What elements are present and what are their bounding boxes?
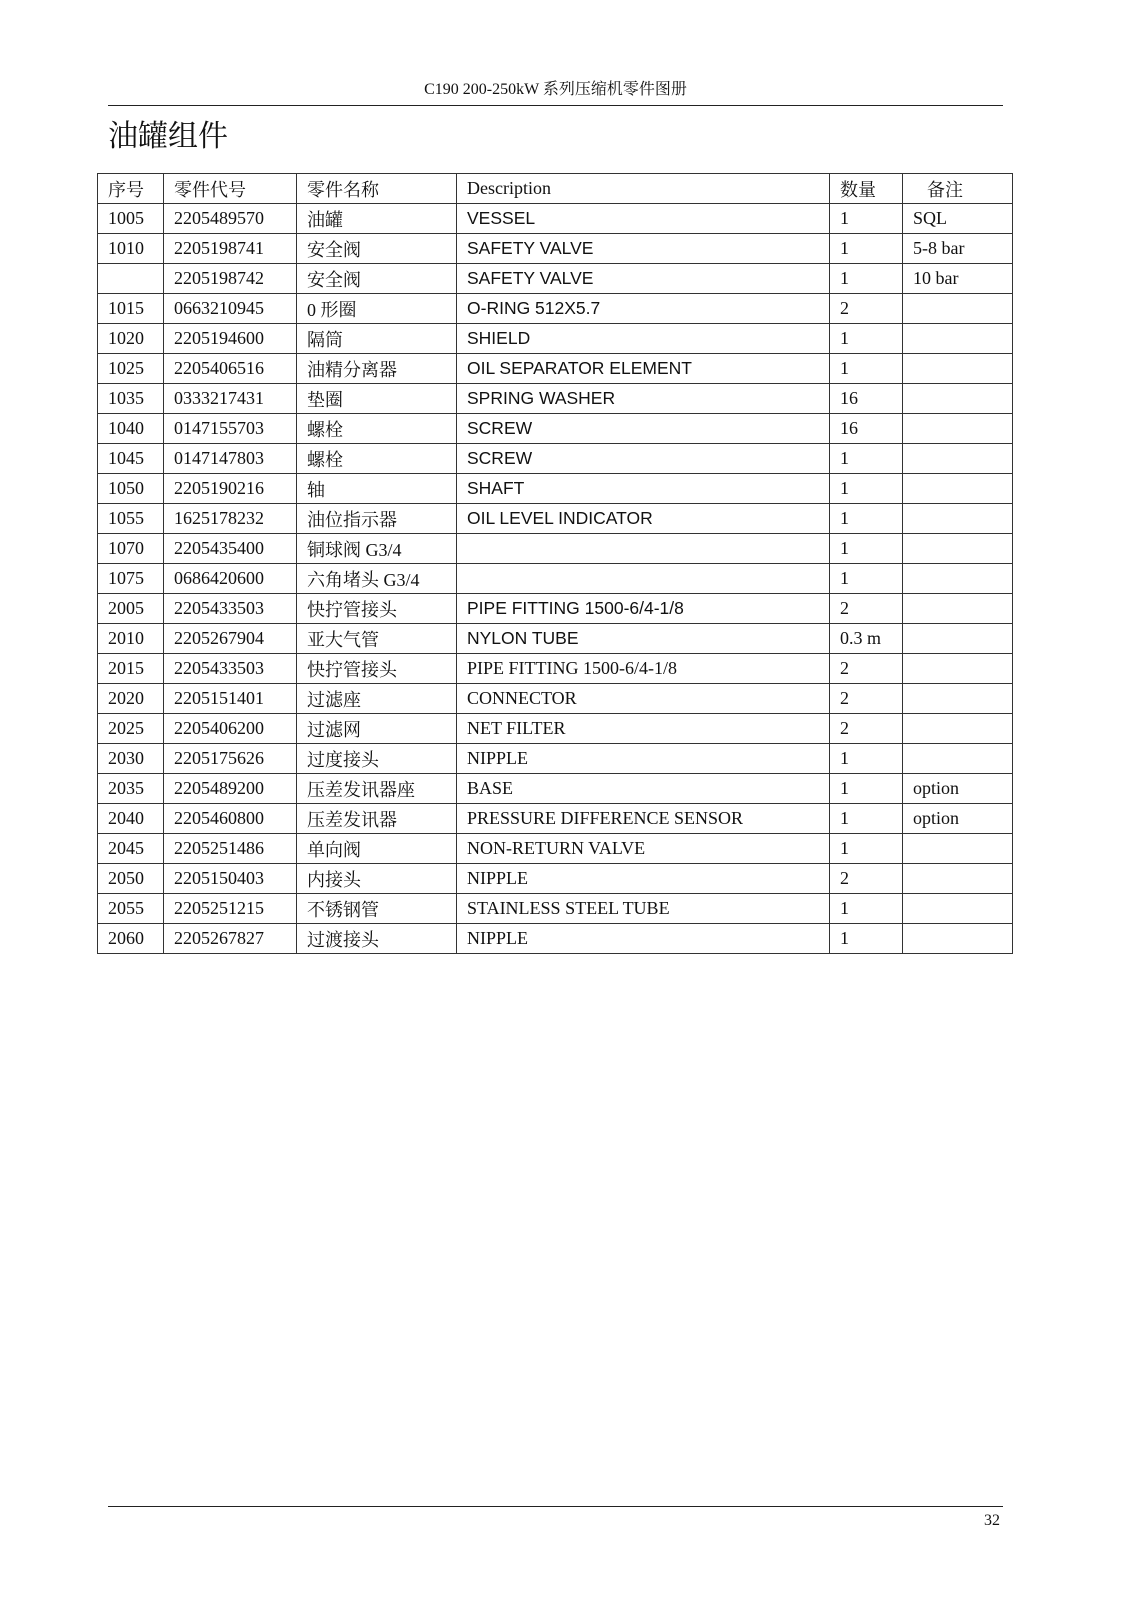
column-header-part-no: 零件代号 [164, 174, 297, 204]
cell-remark [903, 384, 1013, 414]
cell-description: O-RING 512X5.7 [457, 294, 830, 324]
cell-description: SHIELD [457, 324, 830, 354]
cell-seq: 1050 [98, 474, 164, 504]
cell-name: 过滤网 [297, 714, 457, 744]
table-row [98, 294, 1013, 324]
cell-name: 六角堵头 G3/4 [297, 564, 457, 594]
table-row [98, 834, 1013, 864]
cell-remark [903, 864, 1013, 894]
cell-name: 螺栓 [297, 414, 457, 444]
cell-seq: 2025 [98, 714, 164, 744]
cell-remark [903, 924, 1013, 954]
cell-description: PIPE FITTING 1500-6/4-1/8 [457, 654, 830, 684]
cell-part-no: 2205198742 [164, 264, 297, 294]
cell-seq: 2005 [98, 594, 164, 624]
cell-remark [903, 624, 1013, 654]
section-title: 油罐组件 [108, 120, 228, 153]
cell-description: CONNECTOR [457, 684, 830, 714]
cell-description: OIL LEVEL INDICATOR [457, 504, 830, 534]
cell-remark [903, 414, 1013, 444]
cell-qty: 1 [830, 834, 903, 864]
cell-qty: 1 [830, 924, 903, 954]
cell-description [457, 534, 830, 564]
cell-name: 过度接头 [297, 744, 457, 774]
cell-seq: 2015 [98, 654, 164, 684]
table-row [98, 354, 1013, 384]
table-row [98, 444, 1013, 474]
cell-seq: 2060 [98, 924, 164, 954]
cell-qty: 1 [830, 894, 903, 924]
cell-name: 过滤座 [297, 684, 457, 714]
cell-qty: 0.3 m [830, 624, 903, 654]
cell-part-no: 2205406200 [164, 714, 297, 744]
table-row [98, 534, 1013, 564]
cell-name: 快拧管接头 [297, 654, 457, 684]
cell-description: OIL SEPARATOR ELEMENT [457, 354, 830, 384]
cell-description: NIPPLE [457, 864, 830, 894]
cell-part-no: 0686420600 [164, 564, 297, 594]
cell-remark [903, 534, 1013, 564]
column-header-seq: 序号 [98, 174, 164, 204]
cell-name: 过渡接头 [297, 924, 457, 954]
column-header-qty: 数量 [830, 174, 903, 204]
cell-part-no: 2205175626 [164, 744, 297, 774]
table-row [98, 324, 1013, 354]
cell-part-no: 2205190216 [164, 474, 297, 504]
cell-description: SHAFT [457, 474, 830, 504]
cell-part-no: 2205198741 [164, 234, 297, 264]
cell-remark [903, 324, 1013, 354]
cell-seq: 1015 [98, 294, 164, 324]
cell-qty: 2 [830, 864, 903, 894]
cell-qty: 2 [830, 654, 903, 684]
cell-part-no: 2205433503 [164, 594, 297, 624]
cell-qty: 1 [830, 744, 903, 774]
parts-table [97, 173, 1013, 954]
cell-description: STAINLESS STEEL TUBE [457, 894, 830, 924]
cell-seq: 1070 [98, 534, 164, 564]
cell-name: 螺栓 [297, 444, 457, 474]
table-row [98, 894, 1013, 924]
table-row [98, 744, 1013, 774]
cell-seq: 2040 [98, 804, 164, 834]
table-row [98, 654, 1013, 684]
cell-name: 压差发讯器 [297, 804, 457, 834]
table-row [98, 594, 1013, 624]
cell-seq: 1040 [98, 414, 164, 444]
table-row [98, 504, 1013, 534]
cell-remark [903, 594, 1013, 624]
cell-seq: 1045 [98, 444, 164, 474]
cell-qty: 2 [830, 684, 903, 714]
cell-name: 压差发讯器座 [297, 774, 457, 804]
column-header-remark: 备注 [903, 174, 1013, 204]
cell-seq: 2010 [98, 624, 164, 654]
cell-name: 铜球阀 G3/4 [297, 534, 457, 564]
cell-remark [903, 894, 1013, 924]
cell-seq: 1035 [98, 384, 164, 414]
cell-qty: 2 [830, 594, 903, 624]
cell-part-no: 2205433503 [164, 654, 297, 684]
cell-remark: option [903, 774, 1013, 804]
cell-description: SCREW [457, 414, 830, 444]
header-rule [108, 105, 1003, 106]
cell-name: 垫圈 [297, 384, 457, 414]
cell-part-no: 2205151401 [164, 684, 297, 714]
cell-remark: 10 bar [903, 264, 1013, 294]
cell-description: BASE [457, 774, 830, 804]
cell-seq: 2035 [98, 774, 164, 804]
cell-qty: 2 [830, 714, 903, 744]
cell-seq: 1025 [98, 354, 164, 384]
cell-seq: 1075 [98, 564, 164, 594]
cell-description: NIPPLE [457, 924, 830, 954]
cell-qty: 1 [830, 204, 903, 234]
cell-remark [903, 354, 1013, 384]
cell-qty: 1 [830, 264, 903, 294]
cell-qty: 1 [830, 324, 903, 354]
cell-description: NET FILTER [457, 714, 830, 744]
table-row [98, 714, 1013, 744]
cell-qty: 1 [830, 354, 903, 384]
table-row [98, 564, 1013, 594]
table-row [98, 414, 1013, 444]
cell-remark: SQL [903, 204, 1013, 234]
cell-name: 隔筒 [297, 324, 457, 354]
cell-part-no: 2205251215 [164, 894, 297, 924]
cell-seq: 1055 [98, 504, 164, 534]
cell-qty: 1 [830, 504, 903, 534]
cell-description: NON-RETURN VALVE [457, 834, 830, 864]
cell-part-no: 1625178232 [164, 504, 297, 534]
cell-description: SAFETY VALVE [457, 234, 830, 264]
table-row [98, 804, 1013, 834]
cell-name: 安全阀 [297, 264, 457, 294]
cell-remark: 5-8 bar [903, 234, 1013, 264]
cell-part-no: 2205406516 [164, 354, 297, 384]
cell-seq: 1005 [98, 204, 164, 234]
cell-seq: 1010 [98, 234, 164, 264]
cell-qty: 1 [830, 774, 903, 804]
table-row [98, 624, 1013, 654]
cell-seq: 2020 [98, 684, 164, 714]
cell-qty: 1 [830, 474, 903, 504]
table-row [98, 684, 1013, 714]
cell-description: SCREW [457, 444, 830, 474]
cell-remark [903, 294, 1013, 324]
column-header-name: 零件名称 [297, 174, 457, 204]
cell-seq: 2030 [98, 744, 164, 774]
table-row [98, 864, 1013, 894]
cell-part-no: 2205194600 [164, 324, 297, 354]
cell-description: PIPE FITTING 1500-6/4-1/8 [457, 594, 830, 624]
cell-name: 油精分离器 [297, 354, 457, 384]
cell-name: 内接头 [297, 864, 457, 894]
cell-remark [903, 714, 1013, 744]
table-row [98, 384, 1013, 414]
cell-seq: 2050 [98, 864, 164, 894]
cell-part-no: 0147147803 [164, 444, 297, 474]
cell-description: PRESSURE DIFFERENCE SENSOR [457, 804, 830, 834]
cell-part-no: 0663210945 [164, 294, 297, 324]
cell-description [457, 564, 830, 594]
cell-description: NYLON TUBE [457, 624, 830, 654]
cell-part-no: 2205150403 [164, 864, 297, 894]
cell-remark [903, 504, 1013, 534]
cell-seq: 2055 [98, 894, 164, 924]
cell-description: VESSEL [457, 204, 830, 234]
cell-name: 单向阀 [297, 834, 457, 864]
cell-name: 轴 [297, 474, 457, 504]
cell-part-no: 2205460800 [164, 804, 297, 834]
cell-qty: 1 [830, 564, 903, 594]
cell-remark: option [903, 804, 1013, 834]
cell-description: SAFETY VALVE [457, 264, 830, 294]
cell-remark [903, 444, 1013, 474]
table-row [98, 234, 1013, 264]
cell-name: 不锈钢管 [297, 894, 457, 924]
cell-remark [903, 744, 1013, 774]
running-header: C190 200-250kW 系列压缩机零件图册 [424, 81, 687, 98]
cell-remark [903, 654, 1013, 684]
cell-part-no: 0147155703 [164, 414, 297, 444]
cell-name: 亚大气管 [297, 624, 457, 654]
cell-seq: 2045 [98, 834, 164, 864]
cell-remark [903, 564, 1013, 594]
cell-name: 油位指示器 [297, 504, 457, 534]
table-header-row [98, 174, 1013, 204]
cell-part-no: 0333217431 [164, 384, 297, 414]
cell-part-no: 2205267904 [164, 624, 297, 654]
cell-remark [903, 834, 1013, 864]
cell-qty: 16 [830, 384, 903, 414]
cell-part-no: 2205435400 [164, 534, 297, 564]
cell-qty: 2 [830, 294, 903, 324]
cell-qty: 1 [830, 804, 903, 834]
cell-qty: 1 [830, 534, 903, 564]
cell-seq [98, 264, 164, 294]
cell-part-no: 2205251486 [164, 834, 297, 864]
cell-part-no: 2205489570 [164, 204, 297, 234]
cell-remark [903, 684, 1013, 714]
column-header-description: Description [457, 174, 830, 204]
table-row [98, 264, 1013, 294]
cell-qty: 1 [830, 444, 903, 474]
cell-name: 安全阀 [297, 234, 457, 264]
cell-description: SPRING WASHER [457, 384, 830, 414]
page-number: 32 [984, 1512, 1000, 1529]
cell-part-no: 2205267827 [164, 924, 297, 954]
cell-seq: 1020 [98, 324, 164, 354]
table-row [98, 774, 1013, 804]
parts-table-body [98, 204, 1013, 954]
table-row [98, 204, 1013, 234]
cell-qty: 16 [830, 414, 903, 444]
table-row [98, 474, 1013, 504]
footer-rule [108, 1506, 1003, 1507]
cell-part-no: 2205489200 [164, 774, 297, 804]
table-row [98, 924, 1013, 954]
cell-name: 油罐 [297, 204, 457, 234]
cell-description: NIPPLE [457, 744, 830, 774]
cell-remark [903, 474, 1013, 504]
cell-name: 快拧管接头 [297, 594, 457, 624]
cell-qty: 1 [830, 234, 903, 264]
cell-name: 0 形圈 [297, 294, 457, 324]
